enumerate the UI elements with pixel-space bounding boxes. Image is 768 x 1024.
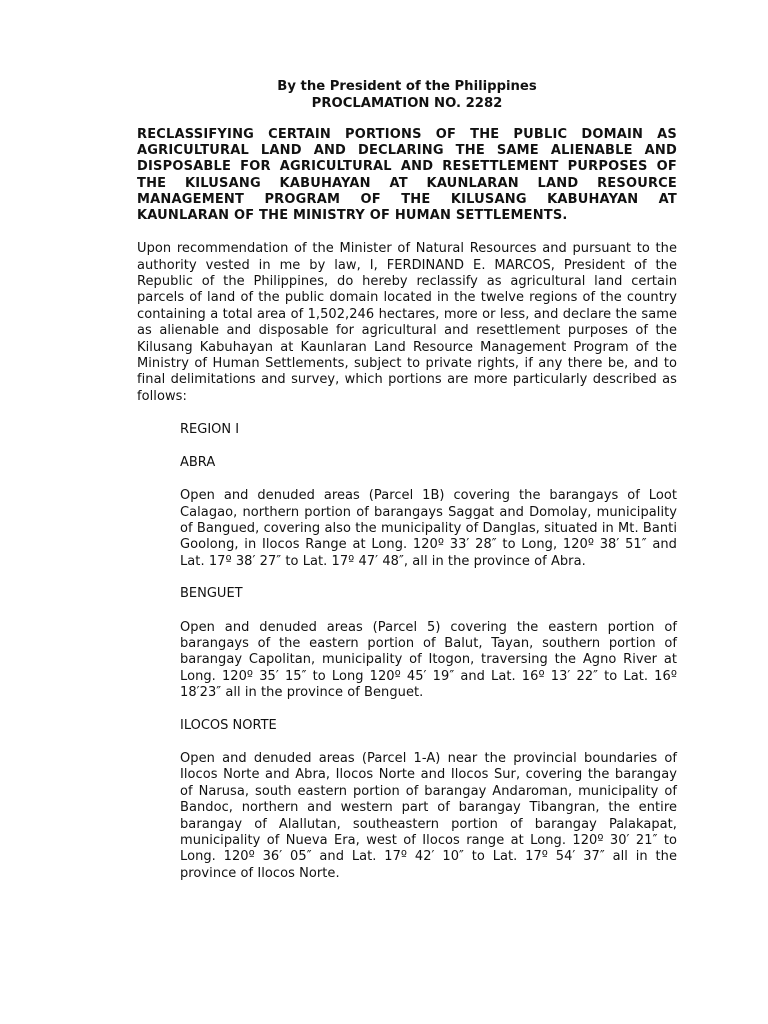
province-name: ILOCOS NORTE (180, 717, 277, 733)
proclamation-title: RECLASSIFYING CERTAIN PORTIONS OF THE PUBLIC DOMAIN AS AGRICULTURAL LAND AND DECLARING THE SAME ALIENABLE AND DISPOSABLE FOR AGRICULTURAL AND RESETTLEMENT PURPOSES OF THE KILUSANG KABUHAYAN AT KAUNLARAN LAND RESOURCE MANAGEMENT PROGRAM OF THE KILUSANG KABUHAYAN AT KAUNLARAN OF THE MINISTRY OF HUMAN SETTLEMENTS. (137, 127, 677, 224)
intro-paragraph: Upon recommendation of the Minister of Natural Resources and pursuant to the authority vested in me by law, I, FERDINAND E. MARCOS, President of the Republic of the Philippines, do hereby reclassify as agricultural land certain parcels of land of the public domain located in the twelve regions of the country containing a total area of 1,502,246 hectares, more or less, and declare the same as alienable and disposable for agricultural and resettlement purposes of the Kilusang Kabuhayan at Kaunlaran Land Resource Management Program of the Ministry of Human Settlements, subject to private rights, if any there be, and to final delimitations and survey, which portions are more particularly described as follows: (137, 241, 677, 404)
region-heading: REGION I (180, 422, 240, 438)
province-description: Open and denuded areas (Parcel 5) covering the eastern portion of barangays of the eastern portion of Balut, Tayan, southern portion of barangay Capolitan, municipality of Itogon, traversing the Agno River at Long. 120º 35′ 15″ to Long 120º 45′ 19″ and Lat. 16º 13′ 22″ to Lat. 16º 18′23″ all in the province of Benguet. (180, 619, 677, 701)
province-name: BENGUET (180, 586, 243, 602)
province-description: Open and denuded areas (Parcel 1B) covering the barangays of Loot Calagao, northern portion of barangays Saggat and Domolay, municipality of Bangued, covering also the municipality of Danglas, situated in Mt. Banti Goolong, in Ilocos Range at Long. 120º 33′ 28″ to Long, 120º 38′ 51″ and Lat. 17º 38′ 27″ to Lat. 17º 47′ 48″, all in the province of Abra. (180, 488, 677, 569)
province-section-ilocos-norte (180, 718, 677, 883)
proclamation-number: PROCLAMATION NO. 2282 (311, 96, 503, 111)
province-description: Open and denuded areas (Parcel 1-A) near the provincial boundaries of Ilocos Norte and Abra, Ilocos Norte and Ilocos Sur, covering the barangay of Narusa, south eastern portion of barangay Andaroman, municipality of Bandoc, northern and western part of barangay Tibangran, the entire barangay of Alallutan, southeastern portion of barangay Palakapat, municipality of Nueva Era, west of Ilocos range at Long. 120º 30′ 21″ to Long. 120º 36′ 05″ and Lat. 17º 42′ 10″ to Lat. 17º 54′ 37″ all in the province of Ilocos Norte. (180, 750, 677, 881)
province-section-abra (180, 455, 677, 570)
province-name: ABRA (180, 454, 216, 470)
province-section-benguet (180, 586, 677, 701)
document-page (137, 78, 677, 882)
document-header (137, 78, 677, 112)
issuer-line: By the President of the Philippines (277, 79, 537, 94)
